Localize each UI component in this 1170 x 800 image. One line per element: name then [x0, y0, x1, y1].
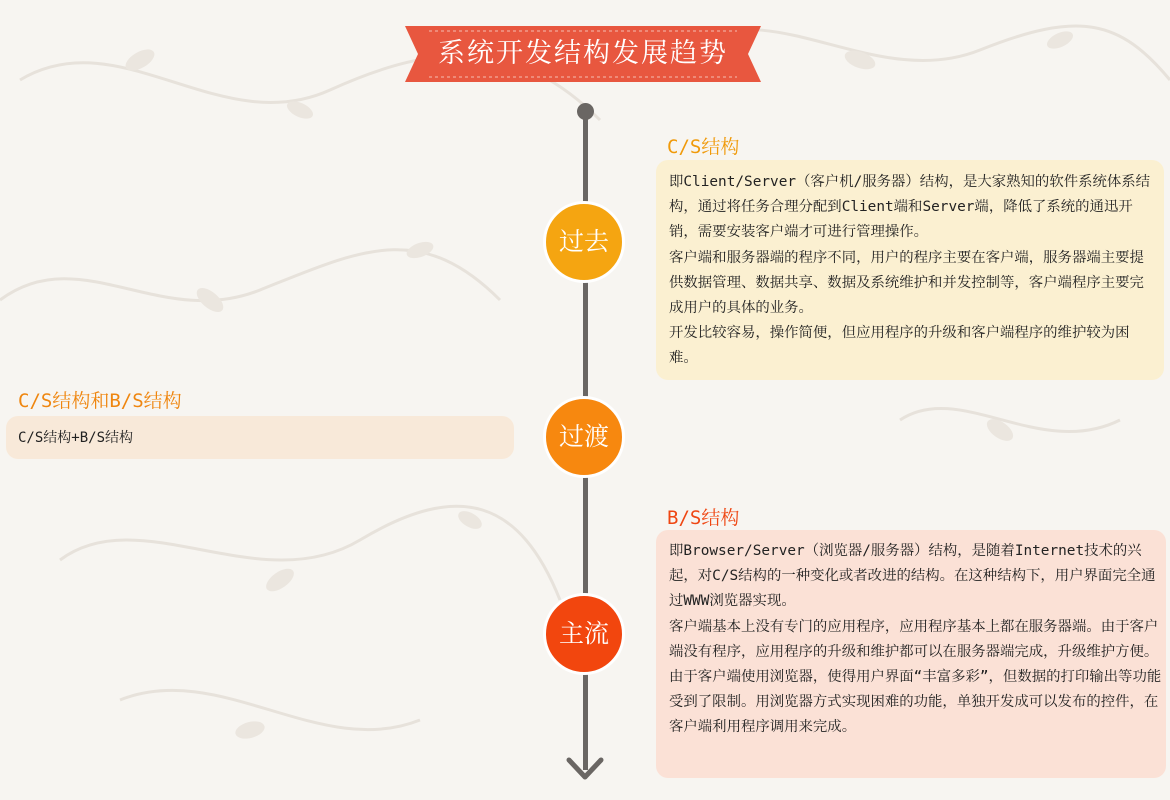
- stage-node-mainstream: 主流: [543, 593, 625, 675]
- cs-heading: C/S结构: [667, 136, 740, 158]
- bs-paragraph: 即Browser/Server（浏览器/服务器）结构，是随着Internet技术的兴起，对C/S结构的一种变化或者改进的结构。在这种结构下，用户界面完全通过WWW浏览器实现。: [669, 543, 1156, 610]
- stage-node-transition: 过渡: [543, 396, 625, 478]
- transition-card: [6, 416, 514, 459]
- arrow-down-icon: [566, 756, 604, 782]
- bs-description-card: [656, 530, 1166, 778]
- stage-node-past: 过去: [543, 201, 625, 283]
- cs-paragraph: 即Client/Server（客户机/服务器）结构，是大家熟知的软件系统体系结构，通过将任务合理分配到Client端和Server端，降低了系统的通迅开销，需要安装客户端才可进行管理操作。: [669, 174, 1151, 241]
- cs-description-card: [656, 160, 1164, 380]
- page-title: 系统开发结构发展趋势: [438, 38, 728, 69]
- title-ribbon: [405, 26, 761, 82]
- bs-heading: B/S结构: [667, 507, 740, 529]
- cs-paragraph: 开发比较容易，操作简便，但应用程序的升级和客户端程序的维护较为困难。: [669, 325, 1130, 367]
- bs-paragraph: 客户端基本上没有专门的应用程序，应用程序基本上都在服务器端。由于客户端没有程序，应用程序的升级和维护都可以在服务器端完成，升级维护方便。由于客户端使用浏览器，使得用户界面“丰富多彩”，但数据的打印输出等功能受到了限制。用浏览器方式实现困难的功能，单独开发成可以发布的控件，在客户端利用程序调用来完成。: [669, 618, 1162, 736]
- transition-heading: C/S结构和B/S结构: [18, 390, 182, 412]
- cs-paragraph: 客户端和服务器端的程序不同，用户的程序主要在客户端，服务器端主要提供数据管理、数据共享、数据及系统维护和并发控制等，客户端程序主要完成用户的具体的业务。: [669, 249, 1144, 317]
- transition-text: C/S结构+B/S结构: [18, 430, 134, 446]
